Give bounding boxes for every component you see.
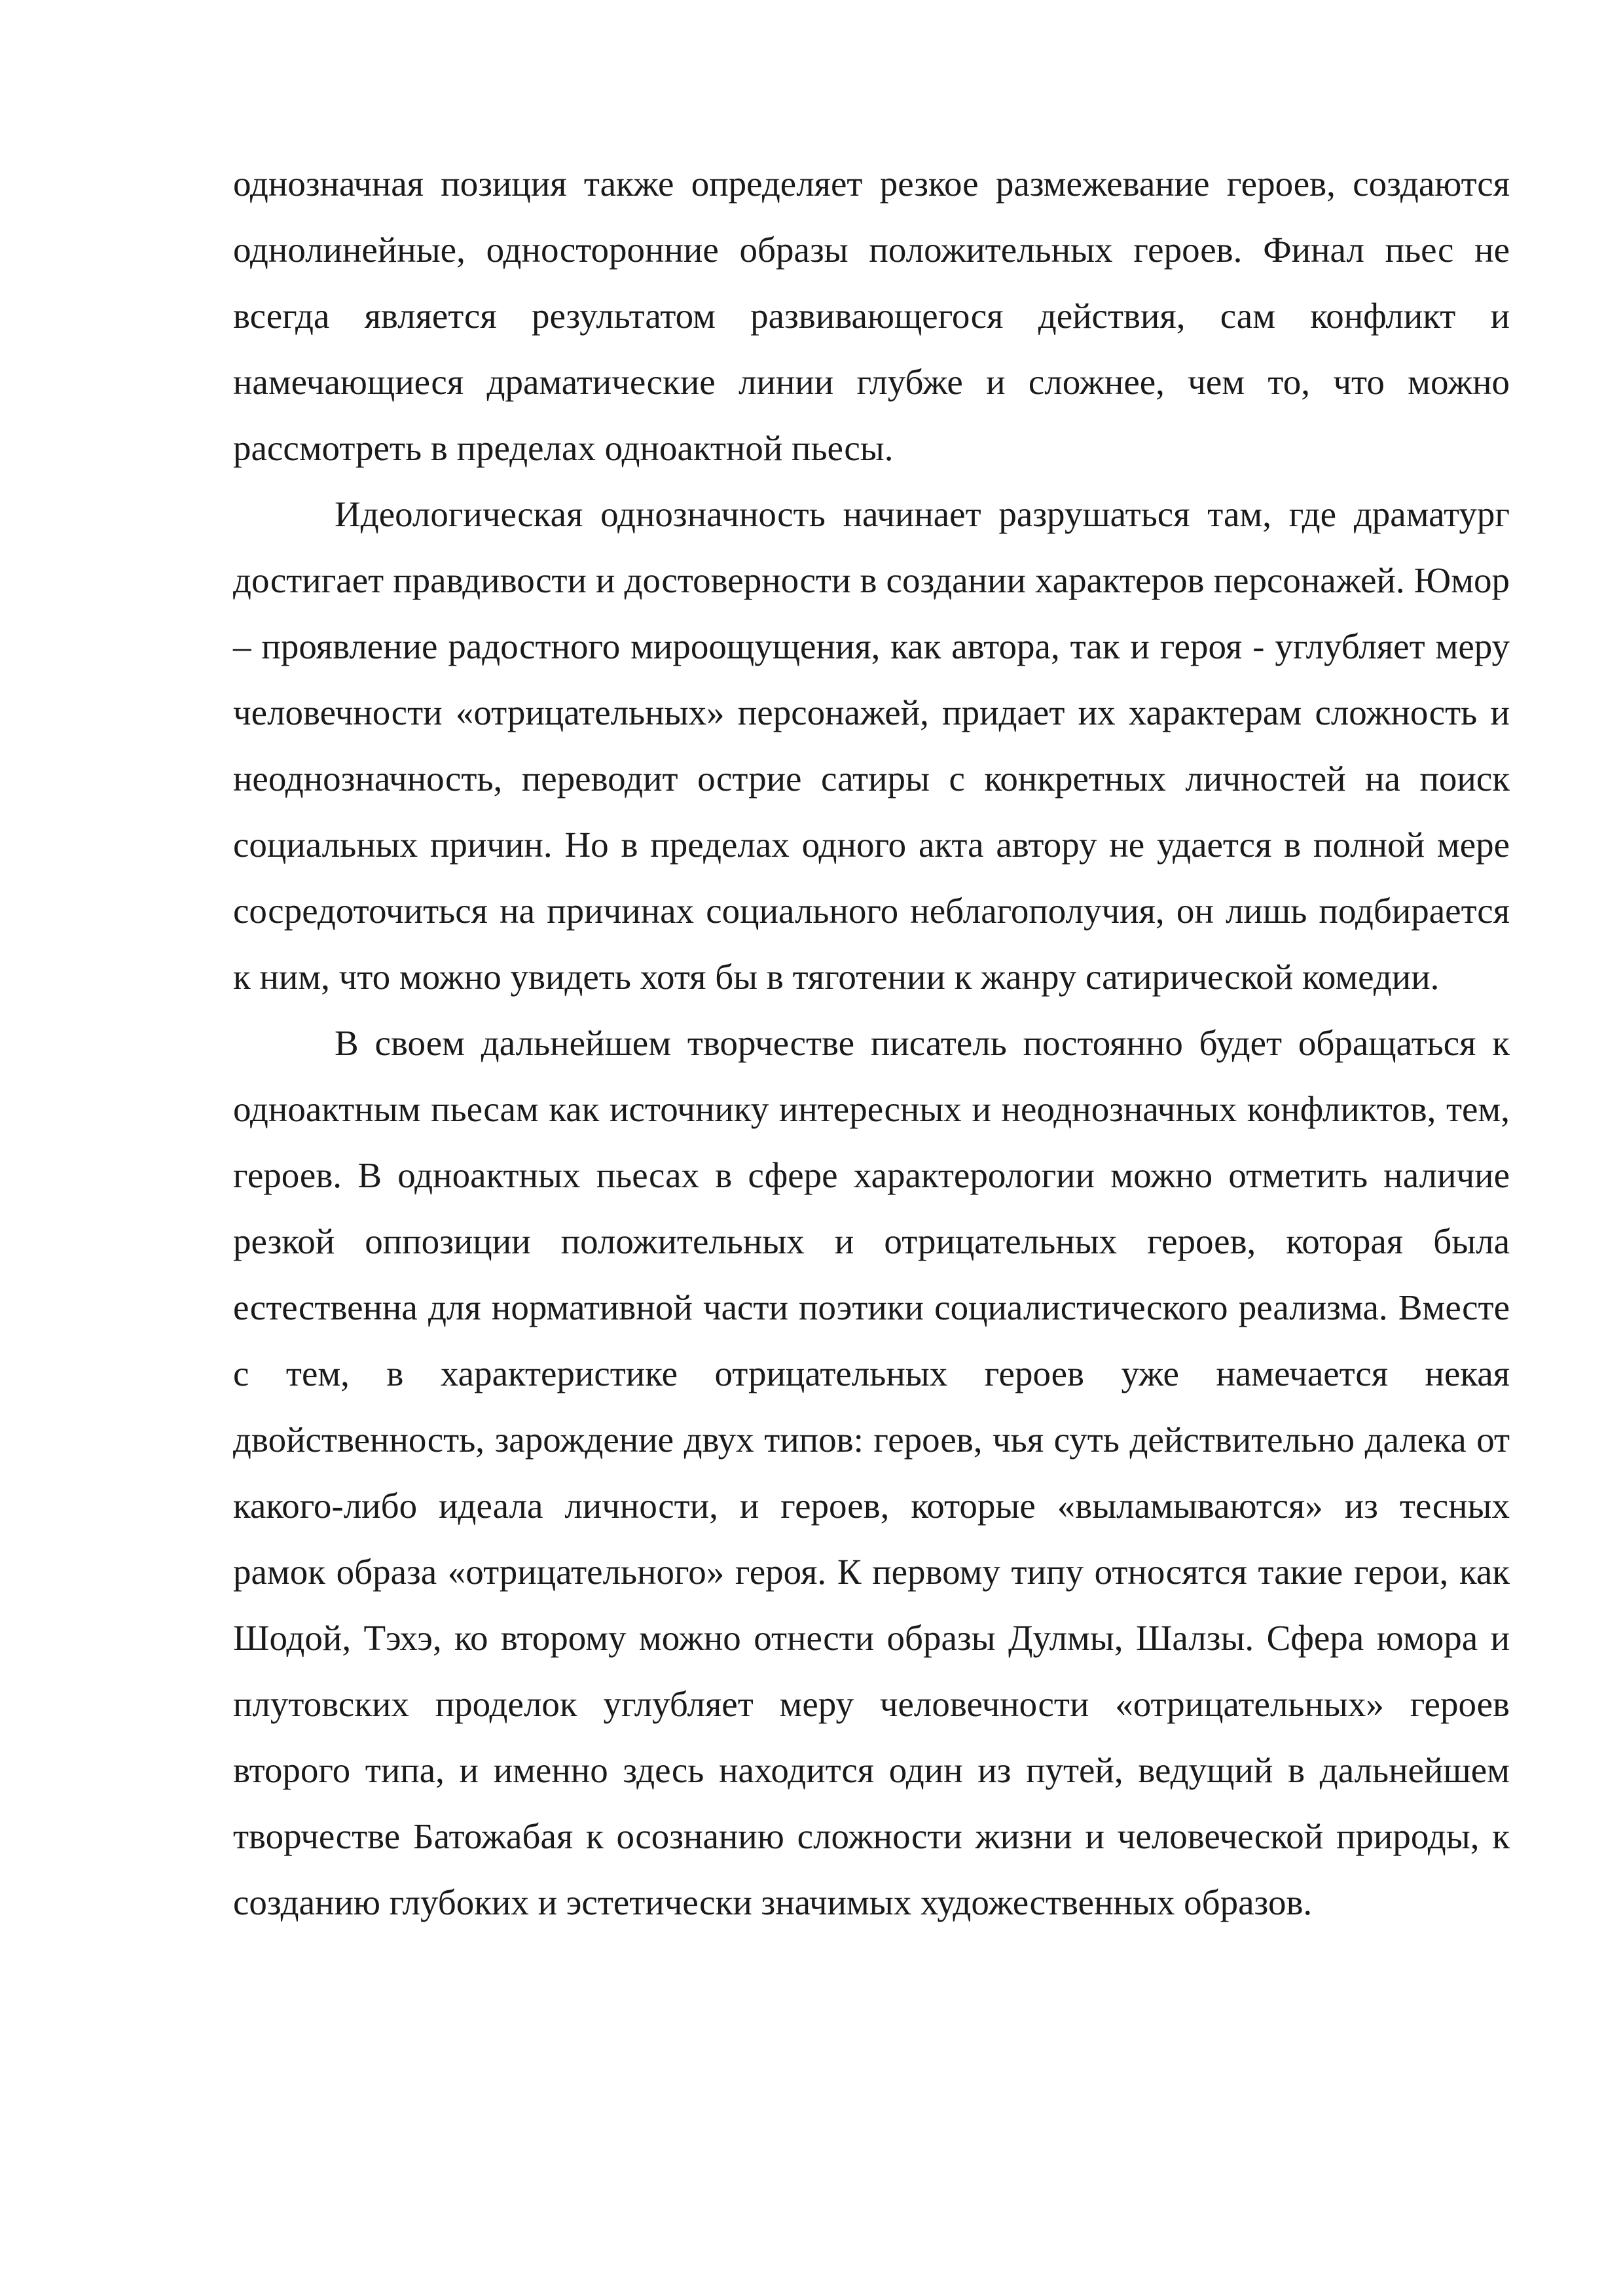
text-line: В своем дальнейшем творчестве писатель постоянно будет обращаться [335,1023,1476,1063]
text-line: одного акта автору не удается в полной мере сосредоточиться на причинах [233,825,1510,931]
text-line: придает их характерам сложность и неоднозначность, переводит острие [233,692,1510,798]
text-line: к одноактным пьесам как источнику интересных и неоднозначных [233,1023,1510,1129]
text-line: драматург достигает правдивости и достоверности в создании характеров [233,494,1510,600]
text-line: Финал пьес не всегда является результатом развивающегося действия, сам [233,230,1510,336]
text-line: которые «выламываются» из тесных рамок образа «отрицательного» героя. К [233,1486,1510,1592]
text-line: сатиры с конкретных личностей на поиск социальных причин. Но в пределах [233,759,1510,865]
text-line: Идеологическая однозначность начинает разрушаться там, где [335,494,1336,534]
paragraph-1 [233,151,1510,481]
text-line: социального неблагополучия, он лишь подбирается к ним, что можно [233,891,1510,997]
text-line: героев уже намечается некая двойственность, зарождение двух типов: героев, [233,1354,1510,1460]
text-line: создаются однолинейные, односторонние образы положительных героев. [233,164,1510,270]
text-line: именно здесь находится один из путей, ведущий в дальнейшем творчестве [233,1750,1510,1856]
paragraph-3 [233,1010,1510,1935]
text-line: и героя - углубляет меру человечности «отрицательных» персонажей, [233,626,1510,732]
document-page [233,151,1510,1935]
text-line: можно отметить наличие резкой оппозиции положительных и отрицательных [233,1155,1510,1261]
text-line: созданию глубоких и эстетически значимых художественных образов. [233,1882,1313,1922]
text-line: однозначная позиция также определяет резкое размежевание героев, [233,164,1336,204]
text-line: увидеть хотя бы в тяготении к жанру сатирической комедии. [510,957,1440,997]
text-line: углубляет меру человечности «отрицательных» героев второго типа, и [233,1684,1510,1790]
text-line: героев, которая была естественна для нормативной части поэтики [233,1221,1510,1327]
text-line: конфликт и намечающиеся драматические линии глубже и сложнее, чем то, [233,296,1510,402]
text-line: Батожабая к осознанию сложности жизни и человеческой природы, к [413,1816,1510,1856]
text-line: персонажей. Юмор – проявление радостного мироощущения, как автора, так [233,560,1510,666]
text-line: социалистического реализма. Вместе с тем, в характеристике отрицательных [233,1287,1510,1393]
text-line: чья суть действительно далека от какого-либо идеала личности, и героев, [233,1420,1510,1526]
paragraph-2 [233,481,1510,1010]
text-line: отнести образы Дулмы, Шалзы. Сфера юмора и плутовских проделок [233,1618,1510,1724]
text-line: конфликтов, тем, героев. В одноактных пьесах в сфере характерологии [233,1089,1510,1195]
text-line: первому типу относятся такие герои, как Шодой, Тэхэ, ко второму можно [233,1552,1510,1658]
text-line: что можно рассмотреть в пределах одноактной пьесы. [233,362,1510,468]
